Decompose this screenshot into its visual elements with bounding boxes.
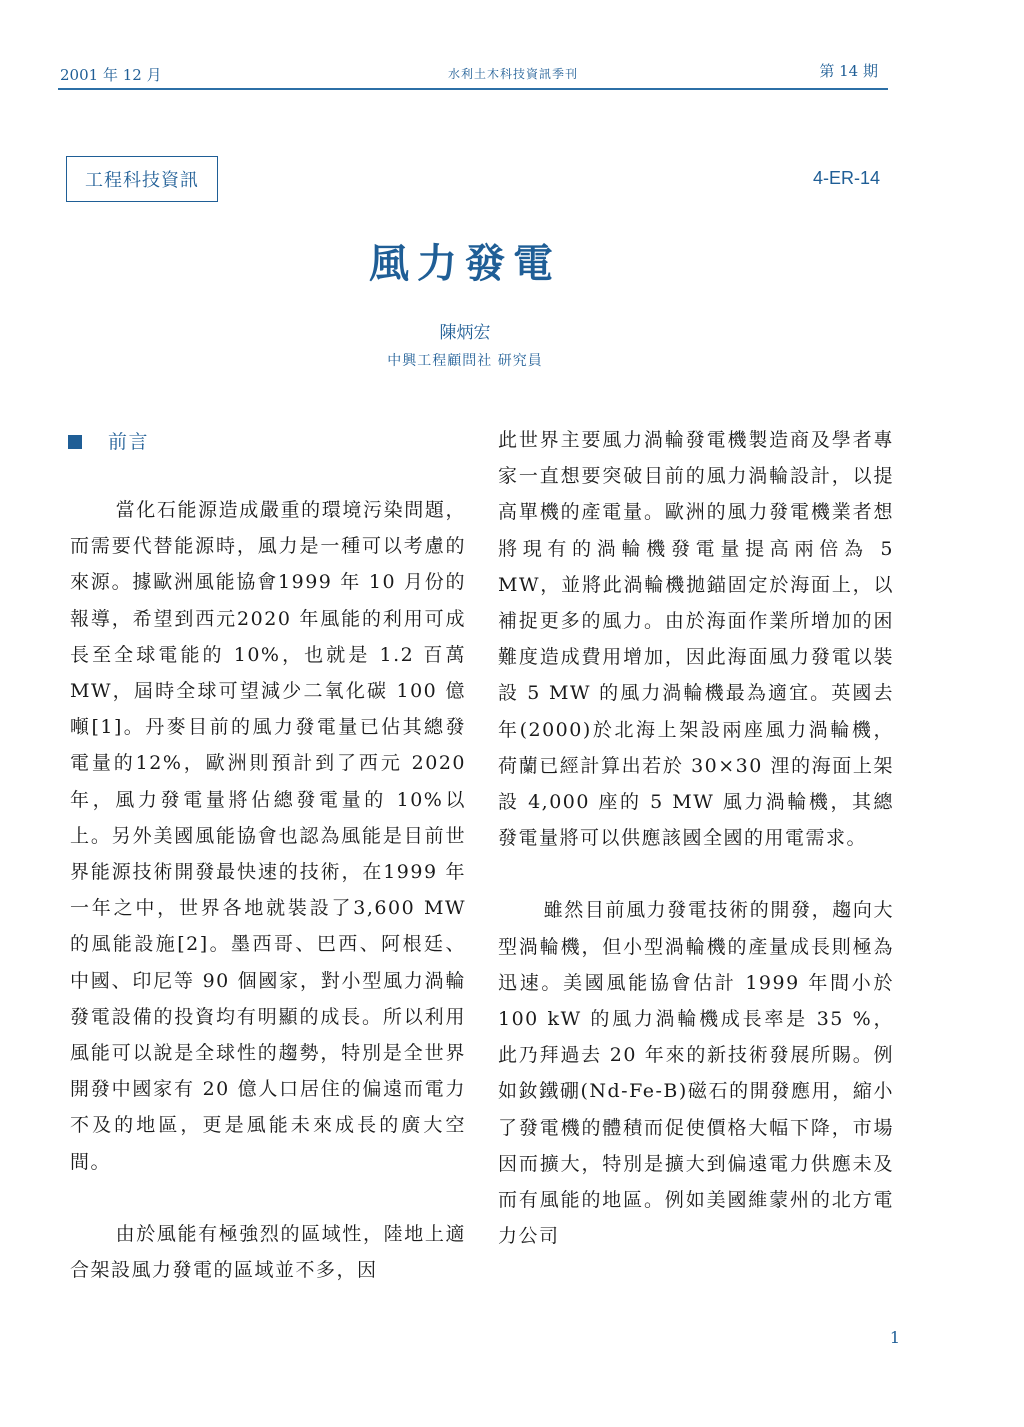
section-title: 前言: [108, 430, 150, 453]
page-header: [58, 60, 888, 90]
header-journal-name: 水利土木科技資訊季刊: [448, 67, 579, 81]
paragraph: 此世界主要風力渦輪發電機製造商及學者專家一直想要突破目前的風力渦輪設計，以提高單機的產電量。歐洲的風力發電機業者想將現有的渦輪機發電量提高兩倍為 5 MW，並將此渦輪機拋錨固定於海面上，以補捉更多的風力。由於海面作業所增加的困難度造成費用增加，因此海面風力發電以裝設 5 MW 的風力渦輪機最為適宜。英國去年(2000)於北海上架設兩座風力渦輪機，荷蘭已經計算出若於 30×30 浬的海面上架設 4,000 座的 5 MW 風力渦輪機，其總發電量將可以供應該國全國的用電需求。: [498, 429, 894, 850]
page-number: 1: [889, 1328, 901, 1347]
document-code: 4-ER-14: [812, 168, 880, 188]
paragraph: 當化石能源造成嚴重的環境污染問題，而需要代替能源時，風力是一種可以考慮的來源。據歐洲風能協會1999 年 10 月份的報導，希望到西元2020 年風能的利用可成長至全球電能的 10%，也就是 1.2 百萬 MW，屆時全球可望減少二氧化碳 100 億噸[1]。丹麥目前的風力發電量已佔其總發電量的12%，歐洲則預計到了西元 2020 年，風力發電量將佔總發電量的 10%以上。另外美國風能協會也認為風能是目前世界能源技術開發最快速的技術，在1999 年一年之中，世界各地就裝設了3,600 MW 的風能設施[2]。墨西哥、巴西、阿根廷、中國、印尼等 90 個國家，對小型風力渦輪發電設備的投資均有明顯的成長。所以利用風能可以說是全球性的趨勢，特別是全世界開發中國家有 20 億人口居住的偏遠而電力不及的地區，更是風能未來成長的廣大空間。: [70, 499, 466, 1173]
left-column: [70, 422, 466, 1288]
paragraph: 由於風能有極強烈的區域性，陸地上適合架設風力發電的區域並不多，因: [70, 1222, 466, 1282]
paragraph: 雖然目前風力發電技術的開發，趨向大型渦輪機，但小型渦輪機的產量成長則極為迅速。美國風能協會估計 1999 年間小於 100 kW 的風力渦輪機成長率是 35 %，此乃拜過去 20 年來的新技術發展所賜。例如釹鐵硼(Nd-Fe-B)磁石的開發應用，縮小了發電機的體積而促使價格大幅下降，市場因而擴大，特別是擴大到偏遠電力供應未及而有風能的地區。例如美國維蒙州的北方電力公司: [498, 899, 894, 1248]
section-heading: [70, 422, 466, 462]
header-issue-number: 第 14 期: [819, 62, 878, 80]
category-label: 工程科技資訊: [66, 156, 218, 202]
article-title: 風力發電: [369, 240, 561, 287]
author-affiliation: 中興工程顧問社 研究員: [387, 353, 543, 369]
square-bullet-icon: [68, 435, 82, 449]
header-date: 2001 年 12 月: [60, 66, 162, 84]
right-column: [498, 422, 894, 1254]
author-name: 陳炳宏: [439, 323, 491, 343]
